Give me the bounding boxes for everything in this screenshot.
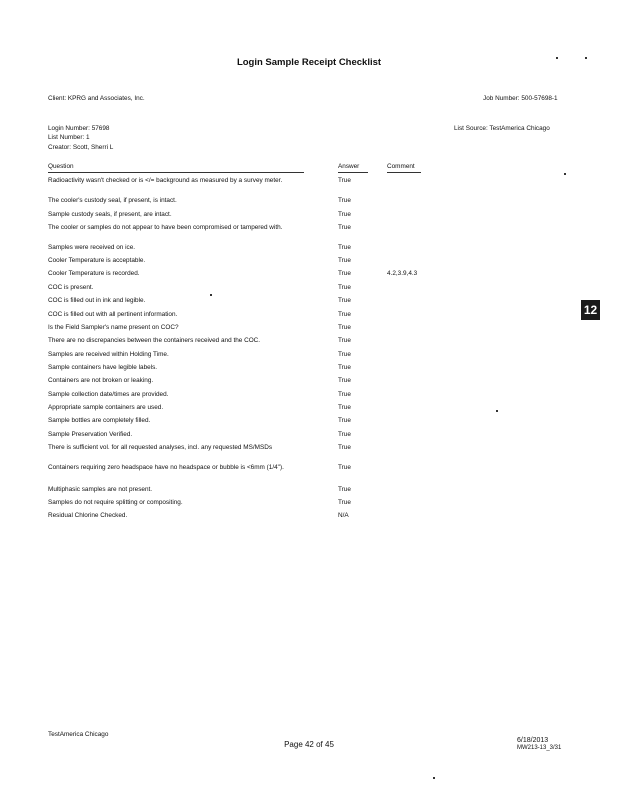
row-answer: N/A [338, 512, 349, 519]
row-question: Samples were received on ice. [48, 244, 136, 251]
row-answer: True [338, 391, 351, 398]
row-answer: True [338, 211, 351, 218]
row-question: Sample custody seals, if present, are intact. [48, 211, 172, 218]
scan-speck [585, 57, 587, 59]
row-question: There is sufficient vol. for all requested analyses, incl. any requested MS/MSDs [48, 444, 273, 451]
list-number: List Number: 1 [48, 134, 90, 141]
footer-company: TestAmerica Chicago [48, 731, 109, 738]
row-answer: True [338, 244, 351, 251]
row-answer: True [338, 404, 351, 411]
row-question: COC is present. [48, 284, 94, 291]
row-question: Sample collection date/times are provided. [48, 391, 169, 398]
row-question: Cooler Temperature is recorded. [48, 270, 140, 277]
row-answer: True [338, 417, 351, 424]
section-tab: 12 [581, 300, 600, 320]
row-answer: True [338, 486, 351, 493]
job-number: Job Number: 500-57698-1 [483, 95, 558, 102]
row-answer: True [338, 324, 351, 331]
row-question: COC is filled out in ink and legible. [48, 297, 146, 304]
row-answer: True [338, 337, 351, 344]
login-number: Login Number: 57698 [48, 125, 110, 132]
row-answer: True [338, 364, 351, 371]
scan-speck [210, 294, 212, 296]
row-question: Radioactivity wasn't checked or is </= background as measured by a survey meter. [48, 177, 283, 184]
row-question: Residual Chlorine Checked. [48, 512, 128, 519]
scan-speck [564, 173, 566, 175]
row-question: The cooler or samples do not appear to have been compromised or tampered with. [48, 224, 283, 231]
row-question: The cooler's custody seal, if present, is intact. [48, 197, 177, 204]
row-question: Containers are not broken or leaking. [48, 377, 154, 384]
row-question: Multiphasic samples are not present. [48, 486, 153, 493]
row-answer: True [338, 197, 351, 204]
row-answer: True [338, 377, 351, 384]
column-header-comment: Comment [387, 163, 415, 170]
row-answer: True [338, 297, 351, 304]
row-question: Sample bottles are completely filled. [48, 417, 151, 424]
row-question: Is the Field Sampler's name present on COC? [48, 324, 179, 331]
row-answer: True [338, 284, 351, 291]
footer-date: 6/18/2013 [517, 737, 549, 744]
row-question: Containers requiring zero headspace have no headspace or bubble is <6mm (1/4"). [48, 464, 284, 471]
column-header-question: Question [48, 163, 74, 170]
row-question: There are no discrepancies between the containers received and the COC. [48, 337, 261, 344]
page-title: Login Sample Receipt Checklist [236, 57, 382, 68]
row-answer: True [338, 257, 351, 264]
creator: Creator: Scott, Sherri L [48, 144, 114, 151]
footer-code: MW213-13_3/31 [517, 745, 562, 751]
row-question: COC is filled out with all pertinent information. [48, 311, 178, 318]
scan-speck [433, 777, 435, 779]
row-question: Sample Preservation Verified. [48, 431, 133, 438]
header-rule [338, 172, 368, 173]
row-answer: True [338, 444, 351, 451]
row-question: Samples do not require splitting or compositing. [48, 499, 183, 506]
row-answer: True [338, 499, 351, 506]
row-question: Cooler Temperature is acceptable. [48, 257, 146, 264]
client-name: Client: KPRG and Associates, Inc. [48, 95, 145, 102]
row-answer: True [338, 224, 351, 231]
footer-page-number: Page 42 of 45 [284, 740, 334, 749]
row-question: Samples are received within Holding Time. [48, 351, 169, 358]
column-header-answer: Answer [338, 163, 360, 170]
row-answer: True [338, 177, 351, 184]
scan-speck [496, 410, 498, 412]
row-answer: True [338, 270, 351, 277]
row-question: Appropriate sample containers are used. [48, 404, 164, 411]
row-question: Sample containers have legible labels. [48, 364, 158, 371]
row-answer: True [338, 351, 351, 358]
row-answer: True [338, 431, 351, 438]
scan-speck [556, 57, 558, 59]
row-comment: 4.2,3.9,4.3 [387, 270, 418, 277]
header-rule [48, 172, 304, 173]
header-rule [387, 172, 421, 173]
list-source: List Source: TestAmerica Chicago [454, 125, 550, 132]
row-answer: True [338, 311, 351, 318]
row-answer: True [338, 464, 351, 471]
